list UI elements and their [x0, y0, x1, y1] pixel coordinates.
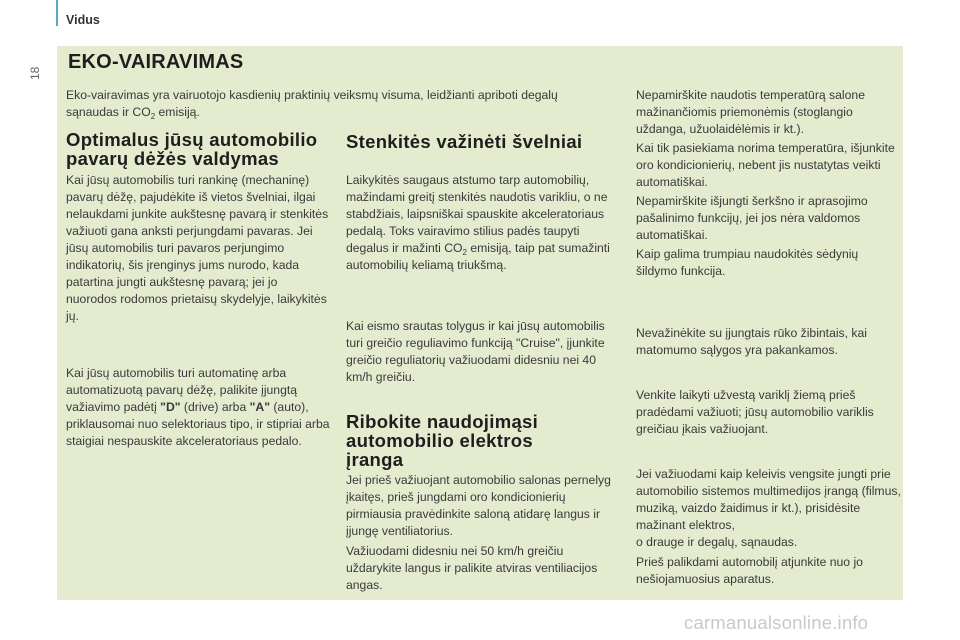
tip-paragraph: Prieš palikdami automobilį atjunkite nuo jo nešiojamuosius aparatus. — [636, 555, 863, 586]
smooth-driving-heading: Stenkitės važinėti švelniai — [346, 131, 583, 152]
gearbox-heading: Optimalus jūsų automobilio pavarų dėžės valdymas — [66, 129, 318, 169]
watermark: carmanualsonline.info — [684, 612, 869, 633]
electrical-section — [346, 412, 616, 469]
intro-paragraph: Eko-vairavimas yra vairuotojo kasdienių praktinių veiksmų visuma, leidžianti apriboti degalų sąnaudas ir $CO_2$ emisiją. — [66, 88, 558, 121]
section-accent-bar — [56, 0, 58, 26]
electrical-paragraph-2: Važiuodami didesniu nei 50 km/h greičiu uždarykite langus ir palikite atviras ventiliacijos angas. — [346, 544, 598, 592]
tip-paragraph: Nevažinėkite su įjungtais rūko žibintais, kai matomumo sąlygos yra pakankamos. — [636, 326, 867, 357]
tip-paragraph: Jei važiuodami kaip keleivis vengsite jungti prie automobilio sistemos multimedijos įrangą (filmus, muziką, vaizdo žaidimus ir kt.), prisidėsite mažinant elektros, o drauge ir degalų, sąnaudas. — [636, 467, 901, 549]
tip-paragraph: Nepamirškite išjungti šerkšno ir aprasojimo pašalinimo funkcijų, jei jos nėra valdomos automatiškai. — [636, 194, 868, 242]
section-label: Vidus — [66, 13, 100, 27]
electrical-heading: Ribokite naudojimąsi automobilio elektros įranga — [346, 411, 539, 470]
tip-paragraph: Venkite laikyti užvestą variklį žiemą prieš pradėdami važiuoti; jūsų automobilio variklis greičiau įkais važiuojant. — [636, 388, 874, 436]
smooth-driving-section — [346, 132, 616, 151]
electrical-paragraph-1: Jei prieš važiuojant automobilio salonas pernelyg įkaitęs, prieš jungdami oro kondicionierių pirmiausia pravėdinkite saloną atidarę langus ir įjungę ventiliatorius. — [346, 473, 611, 538]
gearbox-automatic-paragraph: Kai jūsų automobilis turi automatinę arba automatizuotą pavarų dėžę, palikite įjungtą važiavimo padėtį "D" (drive) arba "A" (auto), priklausomai nuo selektoriaus tipo, ir stipriai arba staigiai nespauskite akceleratoriaus pedalo. — [66, 366, 330, 448]
page-number: 18 — [28, 66, 42, 80]
gearbox-section — [66, 130, 331, 168]
gearbox-manual-paragraph: Kai jūsų automobilis turi rankinę (mechaninę) pavarų dėžę, pajudėkite iš vietos švelniai, ilgai nelaukdami junkite aukštesnę pavarą ir stenkitės važiuoti gana anksti perjungdami pavaras. Jei jūsų automobilis turi pavaros perjungimo indikatorių, šis įrenginys jums nurodo, kada patartina jungti aukštesnę pavarą; jei jo nuorodos rodomos prietaisų skydelyje, laikykitės jų. — [66, 173, 329, 323]
tip-paragraph: Kaip galima trumpiau naudokitės sėdynių šildymo funkcija. — [636, 247, 859, 278]
smooth-driving-paragraph-1: Laikykitės saugaus atstumo tarp automobilių, mažindami greitį stenkitės naudotis varikliu, o ne stabdžiais, laipsniškai spauskite akceleratoriaus pedalą. Toks vairavimo stilius padės taupyti degalus ir mažinti $CO_2$ emisiją, taip pat sumažinti automobilių keliamą triukšmą. — [346, 173, 610, 272]
tip-paragraph: Nepamirškite naudotis temperatūrą salone mažinančiomis priemonėmis (stoglangio uždanga, užuolaidėlėmis ir kt.). — [636, 88, 865, 136]
tip-paragraph: Kai tik pasiekiama norima temperatūra, išjunkite oro kondicionierių, nebent jis nustatytas veikti automatiškai. — [636, 141, 895, 189]
page-title: EKO-VAIRAVIMAS — [68, 51, 244, 73]
smooth-driving-paragraph-2: Kai eismo srautas tolygus ir kai jūsų automobilis turi greičio reguliavimo funkciją "Cruise", įjunkite greičio reguliatorių važiuodami didesniu nei 40 km/h greičiu. — [346, 319, 605, 384]
